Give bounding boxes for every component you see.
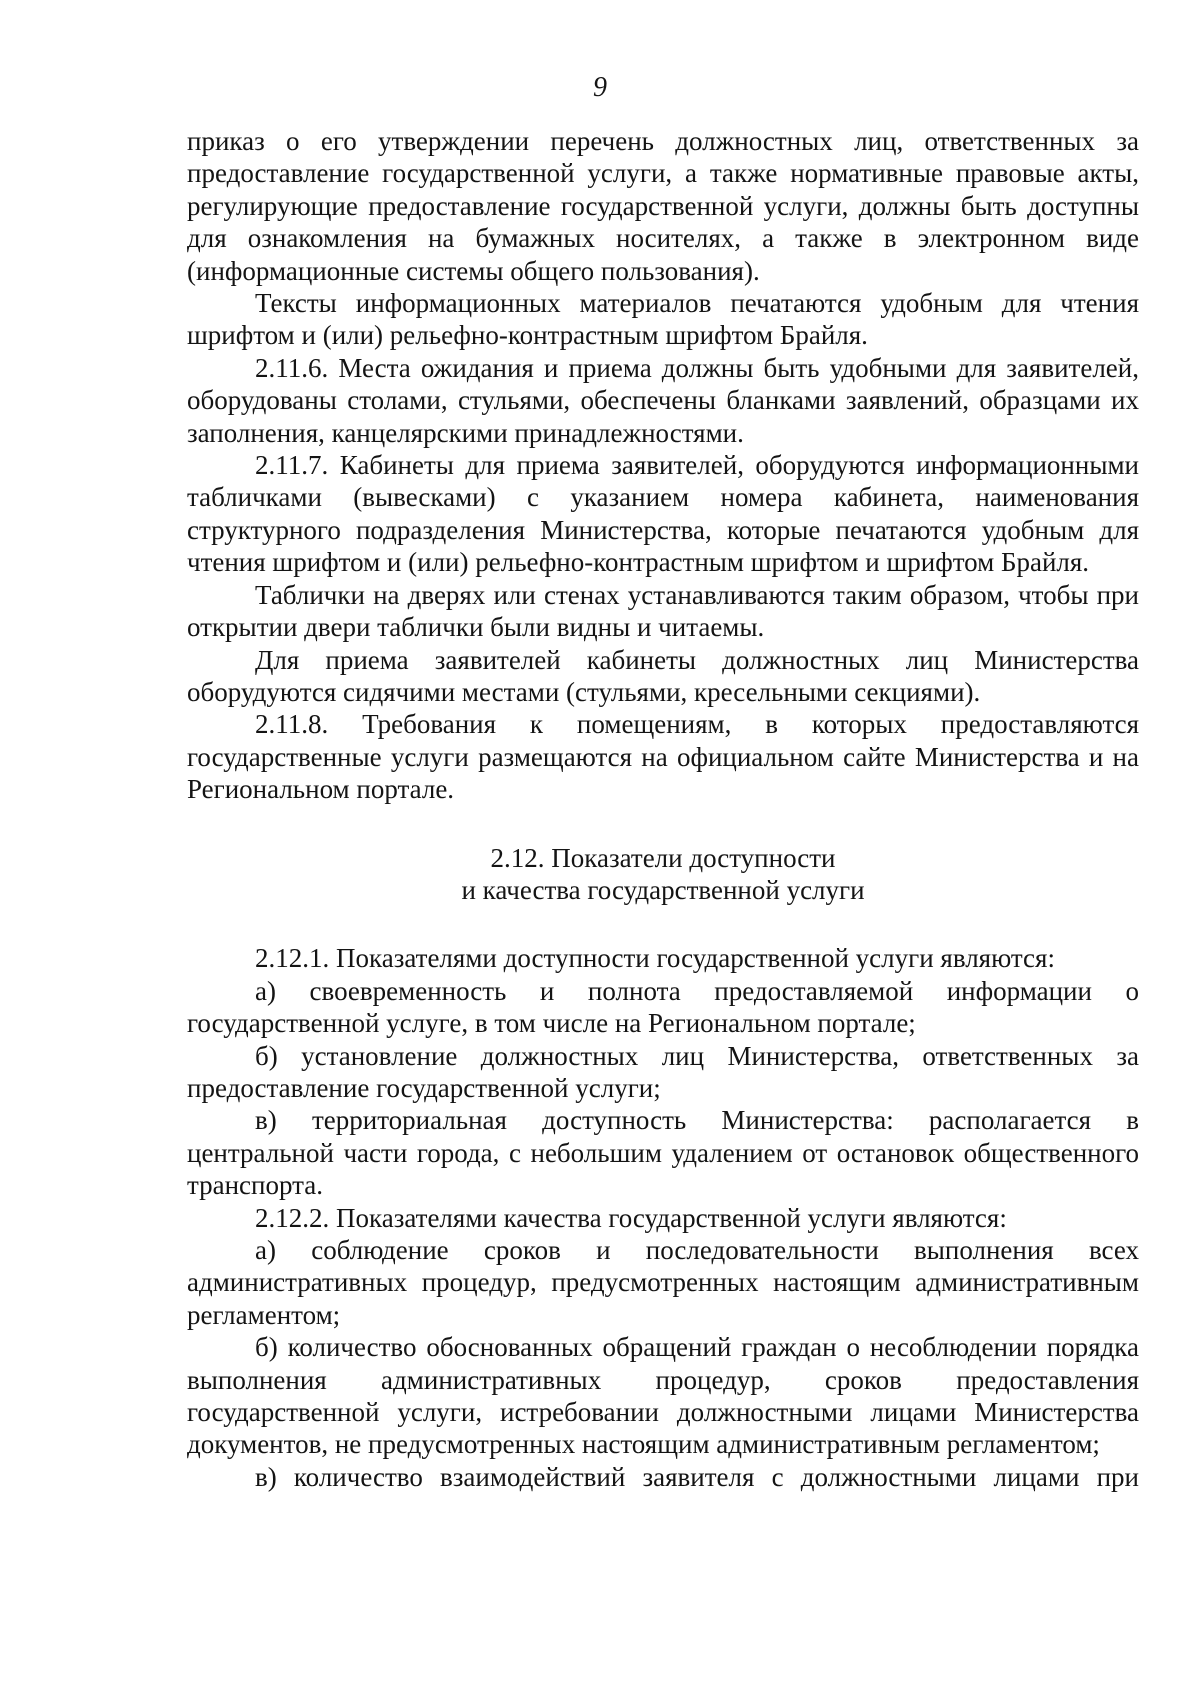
paragraph: б) установление должностных лиц Министерства, ответственных за предоставление государственной услуги; (187, 1040, 1139, 1103)
paragraph: 2.12.2. Показателями качества государственной услуги являются: (255, 1202, 1007, 1233)
paragraph: 2.11.7. Кабинеты для приема заявителей, оборудуются информационными табличками (вывесками) с указанием номера кабинета, наименования структурного подразделения Министерства, которые печатаются удобным для чтения шрифтом и (или) рельефно-контрастным шрифтом и шрифтом Брайля. (187, 450, 1139, 578)
paragraph: а) своевременность и полнота предоставляемой информации о государственной услуге, в том числе на Региональном портале; (187, 975, 1139, 1039)
section-heading-2-12 (187, 842, 1139, 907)
paragraph: в) количество взаимодействий заявителя с должностными лицами при (255, 1461, 1139, 1492)
section-2-12-text (187, 942, 1139, 1493)
page-number: 9 (593, 72, 607, 103)
paragraph: Для приема заявителей кабинеты должностных лиц Министерства оборудуются сидячими местами (стульями, кресельными секциями). (187, 644, 1139, 707)
section-2-11-text (187, 125, 1139, 806)
paragraph: Таблички на дверях или стенах устанавливаются таким образом, чтобы при открытии двери таблички были видны и читаемы. (187, 579, 1139, 643)
section-heading-line-2: и качества государственной услуги (461, 874, 865, 905)
paragraph: а) соблюдение сроков и последовательности выполнения всех административных процедур, предусмотренных настоящим административным регламентом; (187, 1235, 1139, 1330)
paragraph: 2.11.8. Требования к помещениям, в которых предоставляются государственные услуги размещаются на официальном сайте Министерства и на Региональном портале. (187, 709, 1139, 805)
paragraph: б) количество обоснованных обращений граждан о несоблюдении порядка выполнения административных процедур, сроков предоставления государственной услуги, истребовании должностными лицами Министерства документов, не предусмотренных настоящим административным регламентом; (187, 1332, 1139, 1460)
paragraph: Тексты информационных материалов печатаются удобным для чтения шрифтом и (или) рельефно-контрастным шрифтом Брайля. (187, 288, 1139, 351)
paragraph: 2.11.6. Места ожидания и приема должны быть удобными для заявителей, оборудованы столами, стульями, обеспечены бланками заявлений, образцами их заполнения, канцелярскими принадлежностями. (187, 352, 1139, 448)
section-heading-line-1: 2.12. Показатели доступности (490, 842, 836, 873)
paragraph: приказ о его утверждении перечень должностных лиц, ответственных за предоставление государственной услуги, а также нормативные правовые акты, регулирующие предоставление государственной услуги, должны быть доступны для ознакомления на бумажных носителях, а также в электронном виде (информационные системы общего пользования). (187, 126, 1139, 286)
paragraph: в) территориальная доступность Министерства: располагается в центральной части города, с небольшим удалением от остановок общественного транспорта. (187, 1105, 1139, 1201)
document-body (187, 125, 1139, 1493)
paragraph: 2.12.1. Показателями доступности государственной услуги являются: (255, 943, 1055, 974)
